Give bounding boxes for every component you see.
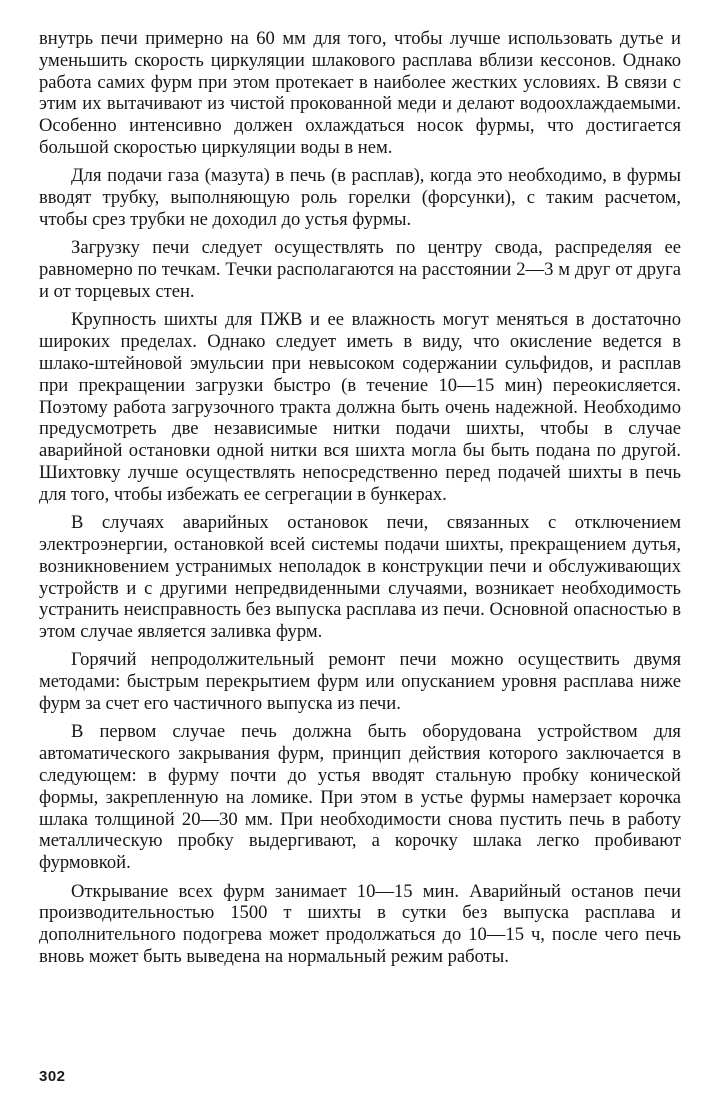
paragraph-furnace-loading: Загрузку печи следует осуществлять по центру свода, распределяя ее равномерно по течкам. Течки располагаются на расстоянии 2—3 м друг от друга и от торцевых стен. [39,237,681,302]
paragraph-continuation: внутрь печи примерно на 60 мм для того, чтобы лучше использовать дутье и уменьшить скорость циркуляции шлакового расплава вблизи кессонов. Однако работа самих фурм при этом протекает в наиболее жестких условиях. В связи с этим их вытачивают из чистой прокованной меди и делают водоохлаждаемыми. Особенно интенсивно должен охлаждаться носок фурмы, что достигается большой скоростью циркуляции воды в нем. [39,28,681,158]
paragraph-tuyere-closing: В первом случае печь должна быть оборудована устройством для автоматического закрывания фурм, принцип действия которого заключается в следующем: в фурму почти до устья вводят стальную пробку конической формы, закрепленную на ломике. При этом в устье фурмы намерзает корочка шлака толщиной 20—30 мм. При необходимости снова пустить печь в работу металлическую пробку выдергивают, а корочку шлака легко пробивают фурмовкой. [39,721,681,874]
paragraph-emergency-stops: В случаях аварийных остановок печи, связанных с отключением электроэнергии, остановкой всей системы подачи шихты, прекращением дутья, возникновением устранимых неполадок в конструкции печи и обслуживающих устройств и с другими непредвиденными случаями, возникает необходимость устранить неисправность без выпуска расплава из печи. Основной опасностью в этом случае является заливка фурм. [39,512,681,643]
page-number: 302 [39,1068,66,1085]
paragraph-tuyere-opening: Открывание всех фурм занимает 10—15 мин. Аварийный останов печи производительностью 1500 т шихты в сутки без выпуска расплава и дополнительного подогрева может продолжаться до 10—15 ч, после чего печь вновь может быть выведена на нормальный режим работы. [39,880,681,968]
paragraph-charge-size: Крупность шихты для ПЖВ и ее влажность могут меняться в достаточно широких пределах. Однако следует иметь в виду, что окисление ведется в шлако-штейновой эмульсии при невысоком содержании сульфидов, и расплав при прекращении загрузки быстро (в течение 10—15 мин) переокисляется. Поэтому работа загрузочного тракта должна быть очень надежной. Необходимо предусмотреть две независимые нитки подачи шихты, чтобы в случае аварийной остановки одной нитки вся шихта могла бы быть подана по другой. Шихтовку лучше осуществлять непосредственно перед подачей шихты в печь для того, чтобы избежать ее сегрегации в бункерах. [39,309,681,505]
page-body [39,28,681,968]
paragraph-gas-supply: Для подачи газа (мазута) в печь (в расплав), когда это необходимо, в фурмы вводят трубку, выполняющую роль горелки (форсунки), с таким расчетом, чтобы срез трубки не доходил до устья фурмы. [39,165,681,230]
paragraph-hot-repair: Горячий непродолжительный ремонт печи можно осуществить двумя методами: быстрым перекрытием фурм или опусканием уровня расплава ниже фурм за счет его частичного выпуска из печи. [39,649,681,715]
